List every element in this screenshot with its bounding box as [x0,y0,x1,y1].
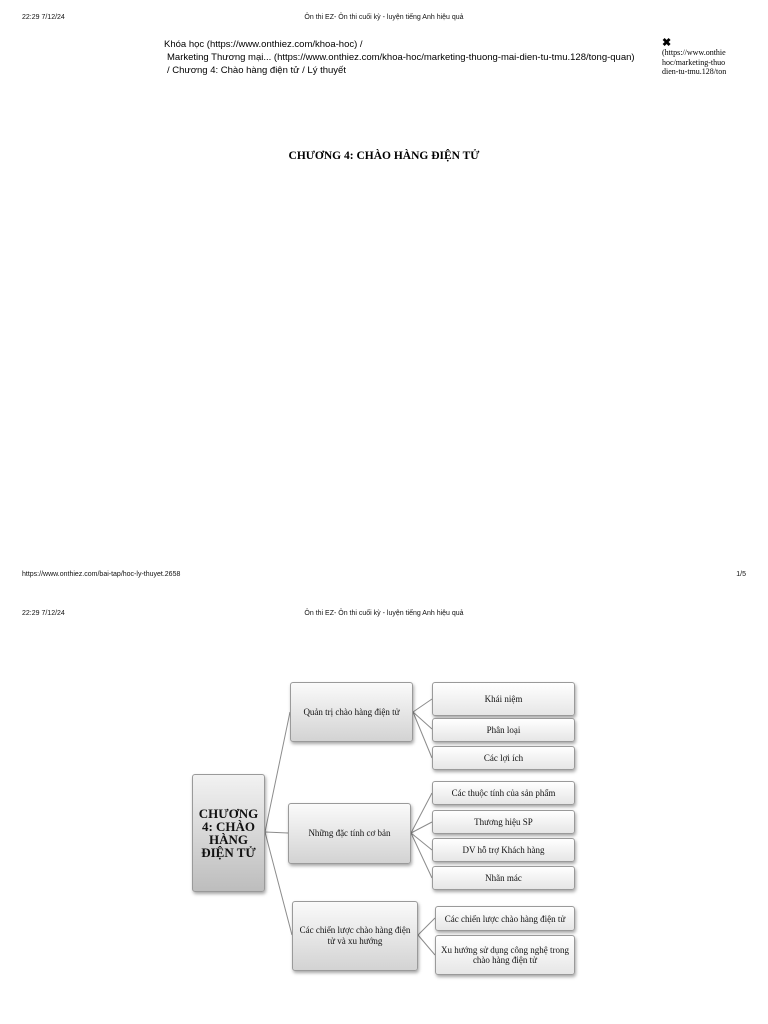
mindmap-branch: Các chiến lược chào hàng điện tử và xu hướng [292,901,418,971]
mindmap-leaf: Khái niệm [432,682,575,716]
mindmap-branch: Quản trị chào hàng điện tử [290,682,413,742]
page-number: 1/5 [736,571,746,578]
breadcrumb-link-course[interactable]: Marketing Thương mại... (https://www.onthiez.com/khoa-hoc/marketing-thuong-mai-dien-tu-tmu.128/tong-quan) [167,52,635,63]
print-page-title: Ôn thi EZ- Ôn thi cuối kỳ - luyện tiếng Anh hiệu quả [304,610,464,617]
connector-line [265,832,288,833]
mindmap-leaf: Xu hướng sử dụng công nghệ trong chào hàng điện tử [435,935,575,975]
close-url-line[interactable]: hoc/marketing-thuo [662,57,726,67]
connector-line [413,712,432,729]
connector-line [411,833,432,878]
close-icon[interactable]: ✖ [662,38,672,49]
print-footer-url: https://www.onthiez.com/bai-tap/hoc-ly-thuyet.2658 [22,571,181,578]
mindmap-leaf: Nhãn mác [432,866,575,890]
connector-line [413,699,432,712]
close-url-line[interactable]: dien-tu-tmu.128/ton [662,67,727,76]
mindmap-root: CHƯƠNG 4: CHÀO HÀNG ĐIỆN TỬ [192,774,265,892]
connector-line [265,712,290,832]
mindmap-leaf: Thương hiệu SP [432,810,575,834]
mindmap-leaf: Các lợi ích [432,746,575,770]
breadcrumb-link-khoa-hoc[interactable]: Khóa học (https://www.onthiez.com/khoa-hoc) / [164,39,363,50]
connector-line [411,833,432,850]
close-url-line[interactable]: (https://www.onthie [662,48,726,57]
mindmap-leaf: Các thuộc tính của sản phẩm [432,781,575,805]
mindmap-leaf: DV hỗ trợ Khách hàng [432,838,575,862]
connector-line [413,712,432,758]
connector-line [418,918,435,935]
print-timestamp: 22:29 7/12/24 [22,610,65,617]
mindmap-leaf: Phân loại [432,718,575,742]
breadcrumb-current: / Chương 4: Chào hàng điện tử / Lý thuyết [167,65,346,76]
mindmap-leaf: Các chiến lược chào hàng điện tử [435,906,575,931]
chapter-title: CHƯƠNG 4: CHÀO HÀNG ĐIỆN TỬ [288,150,480,162]
print-page-title: Ôn thi EZ- Ôn thi cuối kỳ - luyện tiếng Anh hiệu quả [304,14,464,21]
print-timestamp: 22:29 7/12/24 [22,14,65,21]
mindmap-branch: Những đặc tính cơ bản [288,803,411,864]
connector-line [418,935,435,955]
